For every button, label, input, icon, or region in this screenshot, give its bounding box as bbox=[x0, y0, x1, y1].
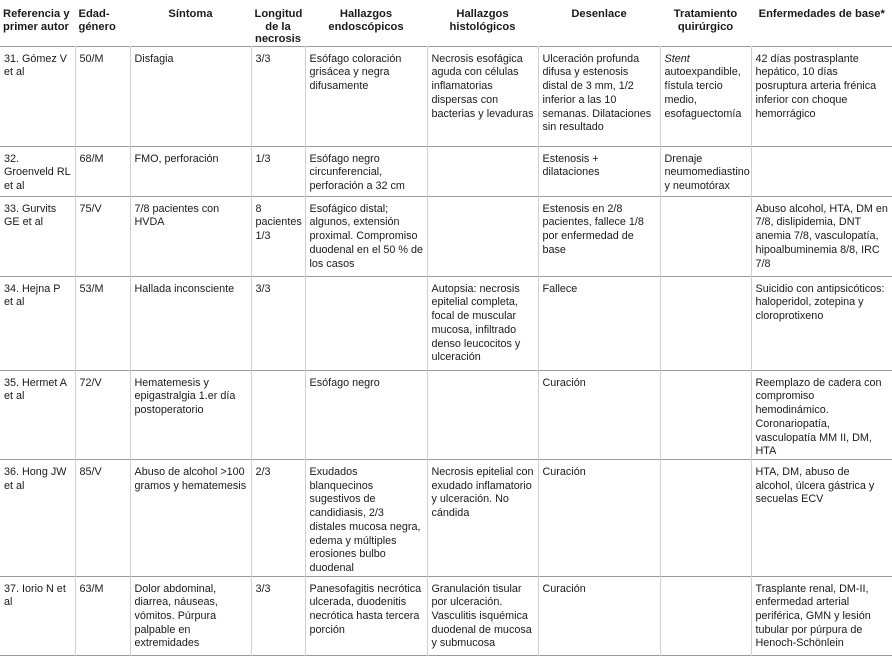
cell-necrosis-length: 2/3 bbox=[251, 460, 305, 577]
cell-reference: 37. Iorio N et al bbox=[4, 582, 66, 609]
cell-surgical-treatment bbox=[660, 460, 751, 577]
header-symptom: Síntoma bbox=[130, 0, 251, 46]
cell-histologic-findings bbox=[427, 196, 538, 276]
header-row bbox=[0, 0, 892, 46]
cell-reference: 36. Hong JW et al bbox=[4, 466, 67, 492]
cell-endoscopic-findings bbox=[305, 276, 427, 370]
cell-necrosis-length: 1/3 bbox=[251, 146, 305, 196]
cell-necrosis-length: 3/3 bbox=[251, 276, 305, 370]
cell-age-gender: 50/M bbox=[75, 46, 130, 146]
cell-symptom: Abuso de alcohol >100 gramos y hematemesis bbox=[130, 460, 251, 577]
cell-symptom: Hematemesis y epigastralgia 1.er día postoperatorio bbox=[130, 370, 251, 459]
table-row bbox=[0, 146, 892, 196]
cell-necrosis-length: 8 pacientes 1/3 bbox=[251, 196, 305, 276]
cell-surgical-treatment bbox=[660, 46, 751, 146]
header-underlying-diseases: Enfermedades de base* bbox=[751, 0, 892, 46]
cell-reference: 33. Gurvits GE et al bbox=[4, 202, 57, 229]
cell-histologic-findings bbox=[427, 146, 538, 196]
cell-endoscopic-findings: Esofágico distal; algunos, extensión proximal. Compromiso duodenal en el 50 % de los casos bbox=[305, 196, 427, 276]
cell-outcome: Curación bbox=[538, 460, 660, 577]
table-row bbox=[0, 370, 892, 459]
cell-endoscopic-findings: Esófago negro bbox=[305, 370, 427, 459]
header-outcome: Desenlace bbox=[538, 0, 660, 46]
cell-reference: 32. Groenveld RL et al bbox=[4, 152, 71, 193]
cell-surgical-treatment: Drenaje neumomediastino y neumotórax bbox=[660, 146, 751, 196]
cell-endoscopic-findings: Esófago negro circunferencial, perforación a 32 cm bbox=[305, 146, 427, 196]
cell-outcome: Curación bbox=[538, 576, 660, 655]
cell-necrosis-length: 3/3 bbox=[251, 46, 305, 146]
cell-endoscopic-findings: Exudados blanquecinos sugestivos de candidiasis, 2/3 distales mucosa negra, edema y múltiples erosiones bulbo duodenal bbox=[305, 460, 427, 577]
cell-endoscopic-findings: Esófago coloración grisácea y negra difusamente bbox=[305, 46, 427, 146]
cell-outcome: Ulceración profunda difusa y estenosis distal de 3 mm, 1/2 inferior a las 10 semanas. Dilataciones sin resultado bbox=[538, 46, 660, 146]
surgical-stent-term: Stent bbox=[664, 52, 690, 65]
cell-histologic-findings: Autopsia: necrosis epitelial completa, focal de muscular mucosa, infiltrado denso leucocitos y ulceración bbox=[427, 276, 538, 370]
cell-symptom: FMO, perforación bbox=[130, 146, 251, 196]
cell-surgical-treatment bbox=[660, 196, 751, 276]
cell-reference: 31. Gómez V et al bbox=[4, 52, 68, 79]
cell-reference: 34. Hejna P et al bbox=[4, 282, 61, 309]
cell-symptom: 7/8 pacientes con HVDA bbox=[130, 196, 251, 276]
cell-surgical-treatment bbox=[660, 276, 751, 370]
cell-age-gender: 75/V bbox=[75, 196, 130, 276]
cell-outcome: Estenosis en 2/8 pacientes, fallece 1/8 por enfermedad de base bbox=[538, 196, 660, 276]
header-surgical-treatment: Tratamiento quirúrgico bbox=[660, 0, 751, 46]
cell-underlying-diseases: Abuso alcohol, HTA, DM en 7/8, dislipidemia, DNT anemia 7/8, vasculopatía, hipoalbuminemia 8/8, IRC 7/8 bbox=[751, 196, 892, 276]
cell-surgical-treatment bbox=[660, 576, 751, 655]
cell-age-gender: 68/M bbox=[75, 146, 130, 196]
cell-underlying-diseases: Suicidio con antipsicóticos: haloperidol, zotepina y cloroprotixeno bbox=[751, 276, 892, 370]
cell-histologic-findings: Necrosis esofágica aguda con células inflamatorias dispersas con bacterias y levaduras bbox=[427, 46, 538, 146]
cell-age-gender: 85/V bbox=[75, 460, 130, 577]
table-body bbox=[0, 46, 892, 655]
cell-necrosis-length bbox=[251, 370, 305, 459]
cell-histologic-findings bbox=[427, 370, 538, 459]
header-reference: Referencia y primer autor bbox=[3, 8, 70, 33]
cell-outcome: Fallece bbox=[538, 276, 660, 370]
cell-reference: 35. Hermet A et al bbox=[4, 376, 67, 403]
cell-underlying-diseases: HTA, DM, abuso de alcohol, úlcera gástrica y secuelas ECV bbox=[751, 460, 892, 577]
cell-symptom: Disfagia bbox=[130, 46, 251, 146]
cell-outcome: Estenosis + dilataciones bbox=[538, 146, 660, 196]
header-histologic-findings: Hallazgos histológicos bbox=[427, 0, 538, 46]
cell-outcome: Curación bbox=[538, 370, 660, 459]
surgical-stent-detail: autoexpandible, fístula tercio medio, esofaguectomía bbox=[664, 66, 742, 120]
table-row bbox=[0, 196, 892, 276]
cell-histologic-findings: Granulación tisular por ulceración. Vasculitis isquémica duodenal de mucosa y submucosa bbox=[427, 576, 538, 655]
cell-age-gender: 72/V bbox=[75, 370, 130, 459]
table-row bbox=[0, 276, 892, 370]
header-necrosis-length: Longitud de la necrosis bbox=[251, 0, 305, 46]
cell-surgical-treatment bbox=[660, 370, 751, 459]
cell-symptom: Dolor abdominal, diarrea, náuseas, vómitos. Púrpura palpable en extremidades bbox=[130, 576, 251, 655]
cell-underlying-diseases bbox=[751, 146, 892, 196]
cell-age-gender: 53/M bbox=[75, 276, 130, 370]
table-row bbox=[0, 46, 892, 146]
header-endoscopic-findings: Hallazgos endoscópicos bbox=[305, 0, 427, 46]
cell-underlying-diseases: Trasplante renal, DM-II, enfermedad arterial periférica, GMN y lesión tubular por púrpura de Henoch-Schönlein bbox=[751, 576, 892, 655]
cell-necrosis-length: 3/3 bbox=[251, 576, 305, 655]
cell-histologic-findings: Necrosis epitelial con exudado inflamatorio y ulceración. No cándida bbox=[427, 460, 538, 577]
cell-underlying-diseases: 42 días postrasplante hepático, 10 días posruptura arteria frénica inferior con choque hemorrágico bbox=[751, 46, 892, 146]
table-row bbox=[0, 576, 892, 655]
cell-symptom: Hallada inconsciente bbox=[130, 276, 251, 370]
cell-age-gender: 63/M bbox=[75, 576, 130, 655]
cell-endoscopic-findings: Panesofagitis necrótica ulcerada, duodenitis necrótica hasta tercera porción bbox=[305, 576, 427, 655]
table-header bbox=[0, 0, 892, 46]
cell-underlying-diseases: Reemplazo de cadera con compromiso hemodinámico. Coronariopatía, vasculopatía MM II, DM, HTA bbox=[751, 370, 892, 459]
table-row bbox=[0, 460, 892, 577]
header-age-gender: Edad-género bbox=[75, 0, 130, 46]
